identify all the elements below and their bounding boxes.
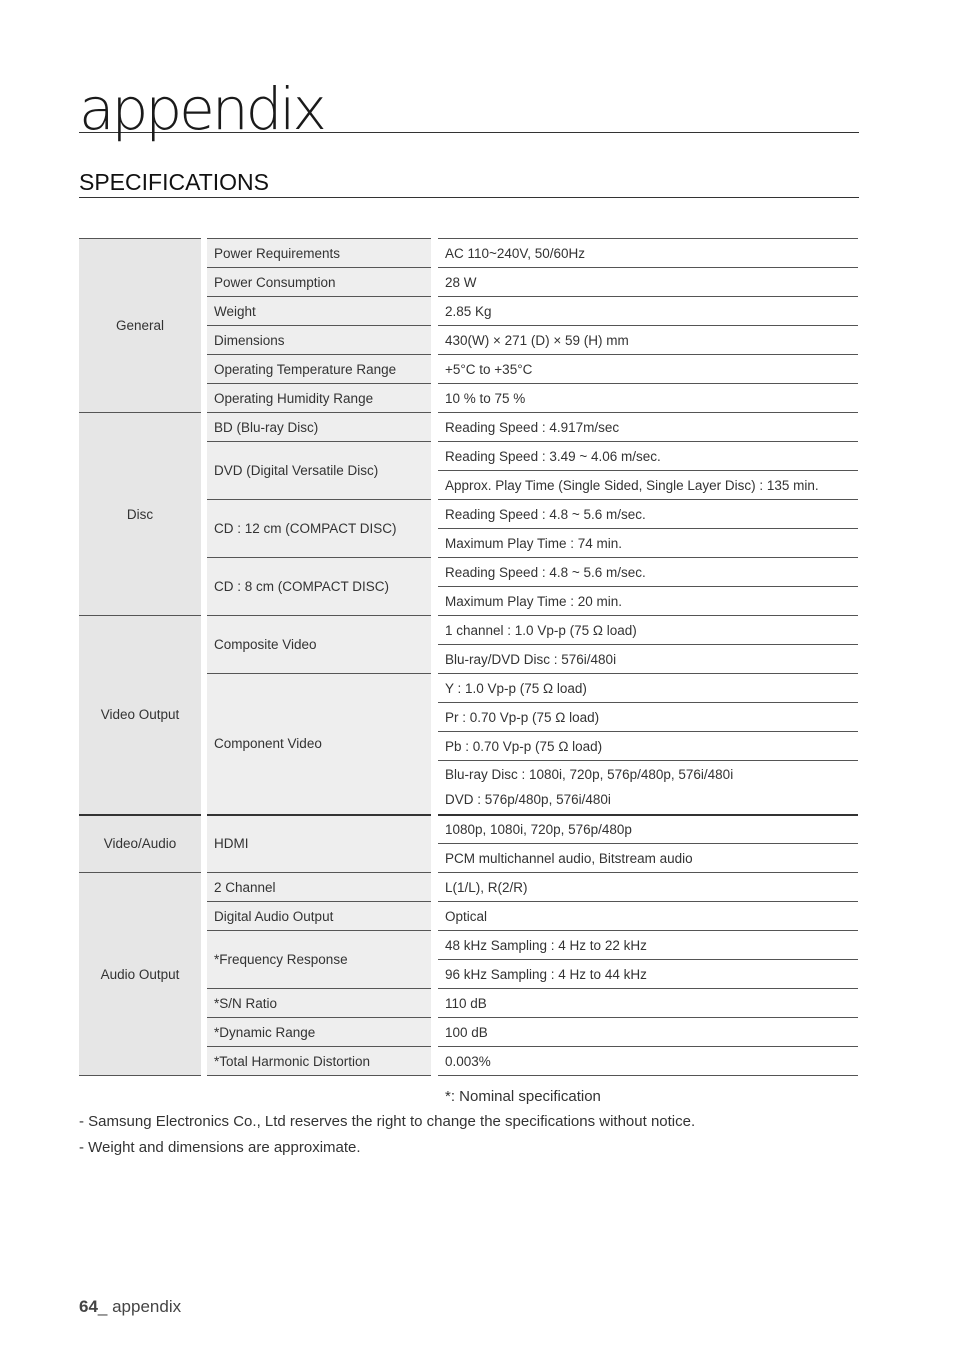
column-gap	[431, 1047, 438, 1076]
spec-value: 96 kHz Sampling : 4 Hz to 44 kHz	[438, 960, 858, 989]
spec-category: Disc	[79, 413, 201, 616]
section-title: SPECIFICATIONS	[79, 169, 269, 195]
spec-value: Reading Speed : 4.8 ~ 5.6 m/sec.	[438, 500, 858, 529]
spec-item-name: Digital Audio Output	[207, 902, 431, 931]
spec-item-name: 2 Channel	[207, 873, 431, 902]
column-gap	[431, 326, 438, 355]
spec-item-name: *Total Harmonic Distortion	[207, 1047, 431, 1076]
column-gap	[431, 384, 438, 413]
spec-row	[79, 413, 858, 442]
nominal-specification-note: *: Nominal specification	[445, 1088, 601, 1105]
section-header	[79, 168, 859, 198]
spec-item-name: BD (Blu-ray Disc)	[207, 413, 431, 442]
spec-value: Reading Speed : 4.8 ~ 5.6 m/sec.	[438, 558, 858, 587]
column-gap	[431, 500, 438, 558]
chapter-header	[79, 75, 859, 143]
spec-item-name: CD : 8 cm (COMPACT DISC)	[207, 558, 431, 616]
spec-value: Blu-ray Disc : 1080i, 720p, 576p/480p, 576i/480i DVD : 576p/480p, 576i/480i	[438, 761, 858, 815]
column-gap	[431, 239, 438, 268]
specifications-table	[79, 238, 858, 1076]
spec-item-name: Weight	[207, 297, 431, 326]
chapter-title: appendix	[79, 75, 324, 143]
spec-value: Maximum Play Time : 74 min.	[438, 529, 858, 558]
spec-value: 110 dB	[438, 989, 858, 1018]
column-gap	[431, 616, 438, 674]
spec-value: Pr : 0.70 Vp-p (75 Ω load)	[438, 703, 858, 732]
spec-value: 1080p, 1080i, 720p, 576p/480p	[438, 815, 858, 844]
column-gap	[431, 989, 438, 1018]
spec-value: Reading Speed : 3.49 ~ 4.06 m/sec.	[438, 442, 858, 471]
spec-value: 48 kHz Sampling : 4 Hz to 22 kHz	[438, 931, 858, 960]
spec-category: Audio Output	[79, 873, 201, 1076]
column-gap	[431, 413, 438, 442]
spec-category: General	[79, 239, 201, 413]
note-approximate: - Weight and dimensions are approximate.	[79, 1139, 361, 1156]
spec-category: Video Output	[79, 616, 201, 815]
spec-value: Reading Speed : 4.917m/sec	[438, 413, 858, 442]
column-gap	[431, 355, 438, 384]
column-gap	[431, 1018, 438, 1047]
column-gap	[431, 873, 438, 902]
note-specification-change: - Samsung Electronics Co., Ltd reserves the right to change the specifications without notice.	[79, 1113, 696, 1130]
column-gap	[431, 558, 438, 616]
spec-value: Pb : 0.70 Vp-p (75 Ω load)	[438, 732, 858, 761]
column-gap	[431, 297, 438, 326]
spec-value: AC 110~240V, 50/60Hz	[438, 239, 858, 268]
spec-value: 100 dB	[438, 1018, 858, 1047]
spec-value: PCM multichannel audio, Bitstream audio	[438, 844, 858, 873]
footer-label: _ appendix	[97, 1297, 182, 1316]
spec-row	[79, 873, 858, 902]
spec-row	[79, 616, 858, 645]
spec-item-name: DVD (Digital Versatile Disc)	[207, 442, 431, 500]
spec-value: 28 W	[438, 268, 858, 297]
spec-item-name: CD : 12 cm (COMPACT DISC)	[207, 500, 431, 558]
spec-value: Approx. Play Time (Single Sided, Single Layer Disc) : 135 min.	[438, 471, 858, 500]
column-gap	[431, 268, 438, 297]
spec-row	[79, 815, 858, 844]
spec-item-name: Dimensions	[207, 326, 431, 355]
spec-value: 2.85 Kg	[438, 297, 858, 326]
column-gap	[431, 815, 438, 873]
spec-item-name: *Frequency Response	[207, 931, 431, 989]
spec-item-name: Power Consumption	[207, 268, 431, 297]
column-gap	[431, 674, 438, 815]
spec-value: +5°C to +35°C	[438, 355, 858, 384]
spec-value: Optical	[438, 902, 858, 931]
column-gap	[431, 931, 438, 989]
spec-value: Y : 1.0 Vp-p (75 Ω load)	[438, 674, 858, 703]
spec-item-name: Component Video	[207, 674, 431, 815]
spec-value: 10 % to 75 %	[438, 384, 858, 413]
spec-row	[79, 239, 858, 268]
spec-value: Maximum Play Time : 20 min.	[438, 587, 858, 616]
spec-item-name: Power Requirements	[207, 239, 431, 268]
spec-item-name: Operating Temperature Range	[207, 355, 431, 384]
spec-item-name: *Dynamic Range	[207, 1018, 431, 1047]
spec-item-name: Composite Video	[207, 616, 431, 674]
spec-value: Blu-ray/DVD Disc : 576i/480i	[438, 645, 858, 674]
spec-item-name: Operating Humidity Range	[207, 384, 431, 413]
page-footer	[79, 1297, 181, 1317]
spec-category: Video/Audio	[79, 815, 201, 873]
spec-value: 430(W) × 271 (D) × 59 (H) mm	[438, 326, 858, 355]
spec-value: L(1/L), R(2/R)	[438, 873, 858, 902]
column-gap	[431, 442, 438, 500]
spec-item-name: *S/N Ratio	[207, 989, 431, 1018]
column-gap	[431, 902, 438, 931]
spec-value: 1 channel : 1.0 Vp-p (75 Ω load)	[438, 616, 858, 645]
spec-item-name: HDMI	[207, 815, 431, 873]
page-number: 64	[79, 1297, 98, 1316]
spec-value: 0.003%	[438, 1047, 858, 1076]
